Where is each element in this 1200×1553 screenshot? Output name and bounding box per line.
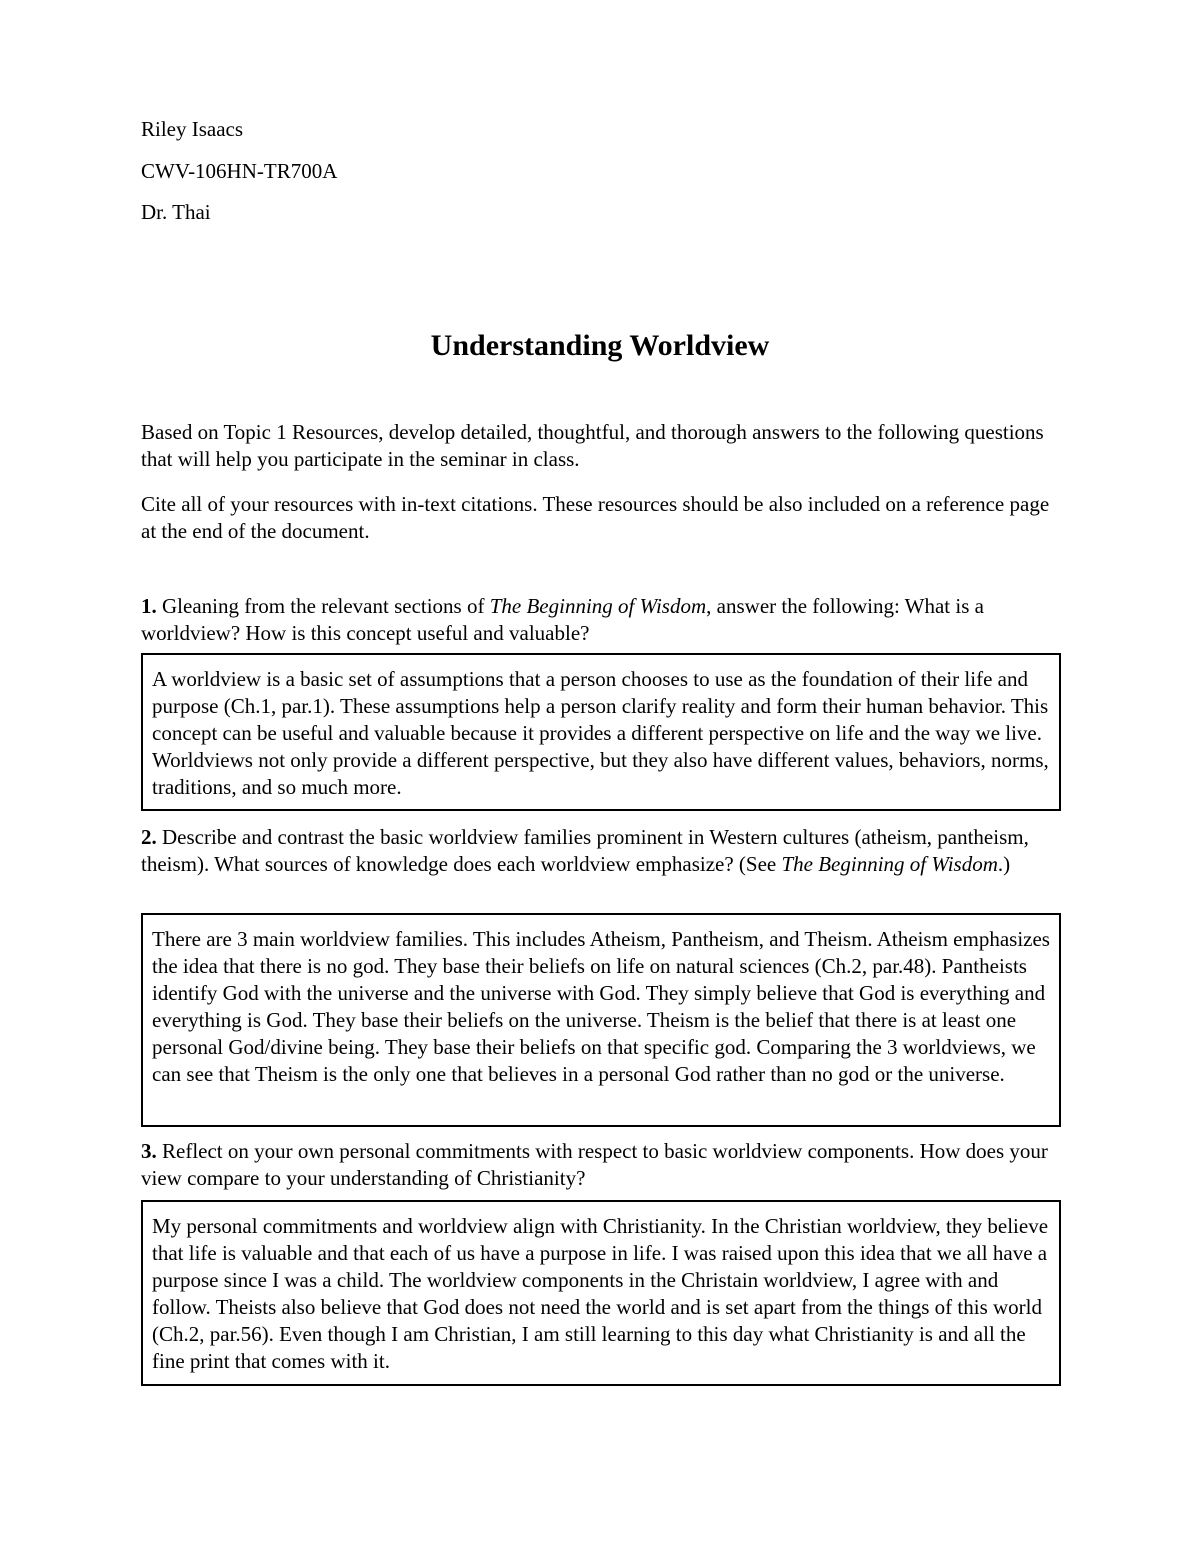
author-name: Riley Isaacs (141, 117, 244, 141)
document-title: Understanding Worldview (430, 329, 770, 362)
question-1-text: Gleaning from the relevant sections of (156, 594, 490, 618)
question-2-text: Describe and contrast the basic worldview families prominent in Western cultures (atheism, pantheism, theism). What sources of knowledge does each worldview emphasize? (See (141, 825, 1029, 876)
answer-box-3: My personal commitments and worldview align with Christianity. In the Christian worldview, they believe that life is valuable and that each of us have a purpose in life. I was raised upon this idea that we all have a purpose since I was a child. The worldview components in the Christain worldview, I agree with and follow. Theists also believe that God does not need the world and is set apart from the things of this world (Ch.2, par.56). Even though I am Christian, I am still learning to this day what Christianity is and all the fine print that comes with it. (141, 1200, 1061, 1386)
question-3-text: Reflect on your own personal commitments with respect to basic worldview components. How does your view compare to your understanding of Christianity? (141, 1139, 1048, 1190)
course-code: CWV-106HN-TR700A (141, 159, 338, 183)
question-2 (141, 824, 1066, 878)
question-3-number: 3. (141, 1139, 157, 1163)
question-1-number: 1. (141, 594, 157, 618)
question-1 (141, 593, 1066, 647)
question-2-book-title: The Beginning of Wisdom (781, 852, 998, 876)
instructor-name: Dr. Thai (141, 200, 211, 224)
intro-paragraph-2: Cite all of your resources with in-text citations. These resources should be also included on a reference page at the end of the document. (141, 492, 1050, 543)
question-3 (141, 1138, 1066, 1192)
question-1-text-end: , answer the following: What is a worldview? How is this concept useful and valuable? (141, 594, 984, 645)
question-2-number: 2. (141, 825, 157, 849)
question-1-book-title: The Beginning of Wisdom (489, 594, 707, 618)
answer-box-1: A worldview is a basic set of assumptions that a person chooses to use as the foundation of their life and purpose (Ch.1, par.1). These assumptions help a person clarify reality and form their human behavior. This concept can be useful and valuable because it provides a different perspective on life and the way we live. Worldviews not only provide a different perspective, but they also have different values, behaviors, norms, traditions, and so much more. (141, 653, 1061, 811)
intro-paragraph-1: Based on Topic 1 Resources, develop detailed, thoughtful, and thorough answers to the following questions that will help you participate in the seminar in class. (141, 420, 1044, 471)
answer-box-2: There are 3 main worldview families. This includes Atheism, Pantheism, and Theism. Atheism emphasizes the idea that there is no god. They base their beliefs on life on natural sciences (Ch.2, par.48). Pantheists identify God with the universe and the universe with God. They simply believe that God is everything and everything is God. They base their beliefs on the universe. Theism is the belief that there is at least one personal God/divine being. They base their beliefs on that specific god. Comparing the 3 worldviews, we can see that Theism is the only one that believes in a personal God rather than no god or the universe. (141, 913, 1061, 1127)
question-2-text-end: .) (997, 852, 1011, 876)
